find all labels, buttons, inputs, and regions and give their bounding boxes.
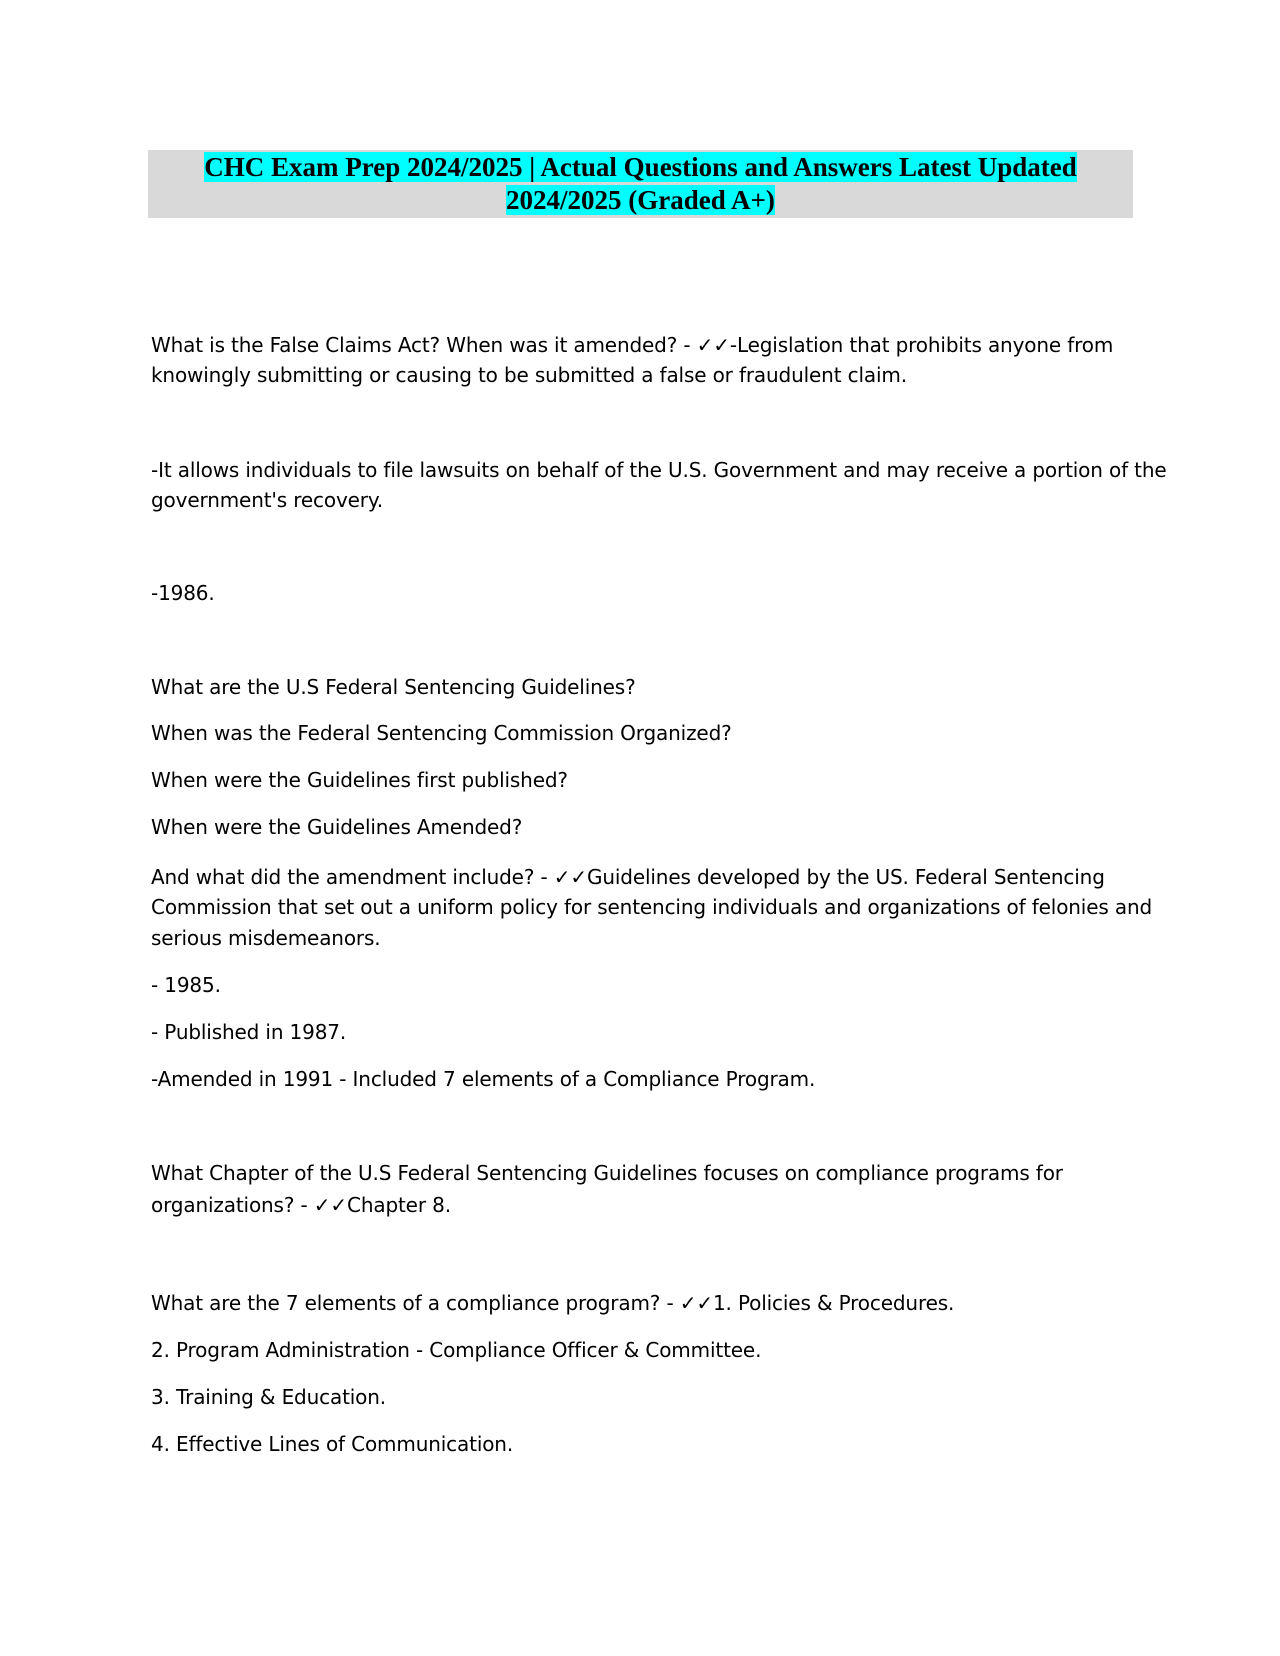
check-mark-icon: ✓✓ [679, 1291, 713, 1315]
check-mark-icon: ✓✓ [313, 1193, 347, 1217]
answer-line: -Amended in 1991 - Included 7 elements of a Compliance Program. [151, 1067, 816, 1091]
question-line: When were the Guidelines first published? [151, 768, 568, 792]
answer-text: 1. Policies & Procedures. [712, 1291, 955, 1315]
check-mark-icon: ✓✓ [553, 865, 587, 889]
question-text: What is the False Claims Act? When was it amended? - [151, 333, 697, 357]
question-line: What are the U.S Federal Sentencing Guidelines? [151, 675, 636, 699]
answer-line: Commission that set out a uniform policy for sentencing individuals and organizations of felonies and [151, 895, 1153, 919]
answer-line: -1986. [151, 581, 215, 605]
question-elements [151, 1288, 954, 1318]
answer-text: -Legislation that prohibits anyone from [729, 333, 1114, 357]
answer-line: -It allows individuals to file lawsuits on behalf of the U.S. Government and may receive a portion of the [151, 458, 1167, 482]
answer-line: 2. Program Administration - Compliance Officer & Committee. [151, 1338, 762, 1362]
answer-line: serious misdemeanors. [151, 926, 381, 950]
check-mark-icon: ✓✓ [696, 333, 730, 357]
title-line-2: 2024/2025 (Graded A+) [506, 185, 775, 215]
question-line: When was the Federal Sentencing Commission Organized? [151, 721, 732, 745]
answer-line: 3. Training & Education. [151, 1385, 386, 1409]
question-sentencing [151, 862, 1105, 892]
answer-text: Chapter 8. [347, 1193, 451, 1217]
answer-line: - Published in 1987. [151, 1020, 347, 1044]
question-text: What are the 7 elements of a compliance program? - [151, 1291, 680, 1315]
document-title [148, 150, 1133, 218]
question-line: When were the Guidelines Amended? [151, 815, 523, 839]
answer-line: government's recovery. [151, 488, 383, 512]
answer-line: knowingly submitting or causing to be submitted a false or fraudulent claim. [151, 363, 907, 387]
answer-text: Guidelines developed by the US. Federal Sentencing [587, 865, 1105, 889]
question-text: organizations? - [151, 1193, 314, 1217]
answer-line: - 1985. [151, 973, 221, 997]
question-line: What Chapter of the U.S Federal Sentencing Guidelines focuses on compliance programs for [151, 1161, 1063, 1185]
title-line-1: CHC Exam Prep 2024/2025 | Actual Questions and Answers Latest Updated [204, 152, 1077, 182]
answer-line: 4. Effective Lines of Communication. [151, 1432, 514, 1456]
question-chapter [151, 1190, 451, 1220]
question-text: And what did the amendment include? - [151, 865, 554, 889]
question-false-claims [151, 330, 1113, 360]
